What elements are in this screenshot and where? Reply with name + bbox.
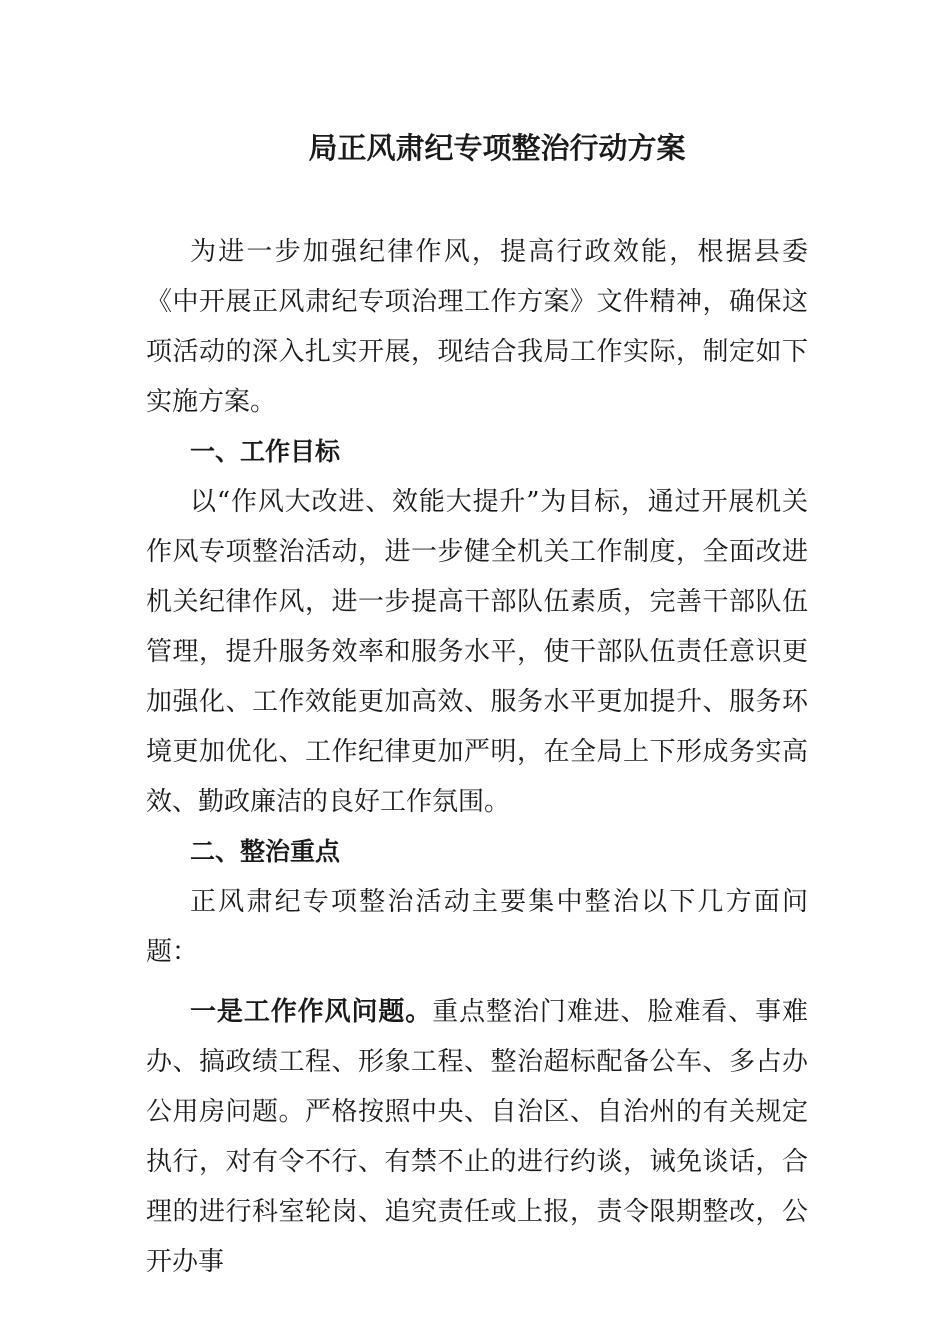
document-title: 局正风肃纪专项整治行动方案 — [308, 131, 686, 165]
intro-paragraph: 为进一步加强纪律作风，提高行政效能，根据县委《中开展正风肃纪专项治理工作方案》文件精神，确保这项活动的深入扎实开展，现结合我局工作实际，制定如下实施方案。 — [146, 237, 808, 417]
work-style-paragraph — [146, 987, 808, 1287]
document-body — [146, 227, 808, 1287]
section-heading-focus: 二、整治重点 — [190, 837, 341, 866]
goals-paragraph: 以“作风大改进、效能大提升”为目标，通过开展机关作风专项整治活动，进一步健全机关工作制度，全面改进机关纪律作风，进一步提高干部队伍素质，完善干部队伍管理，提升服务效率和服务水平，使干部队伍责任意识更加强化、工作效能更加高效、服务水平更加提升、服务环境更加优化、工作纪律更加严明，在全局上下形成务实高效、勤政廉洁的良好工作氛围。 — [146, 487, 808, 817]
paragraph-gap — [146, 977, 808, 987]
section-heading-goals: 一、工作目标 — [190, 437, 341, 466]
work-style-text: 重点整治门难进、脸难看、事难办、搞政绩工程、形象工程、整治超标配备公车、多占办公用房问题。严格按照中央、自治区、自治州的有关规定执行，对有令不行、有禁不止的进行约谈，诫免谈话，合理的进行科室轮岗、追究责任或上报，责令限期整改，公开办事 — [146, 997, 808, 1277]
work-style-lead: 一是工作作风问题。 — [190, 997, 433, 1027]
focus-intro-paragraph: 正风肃纪专项整治活动主要集中整治以下几方面问题： — [146, 887, 808, 967]
